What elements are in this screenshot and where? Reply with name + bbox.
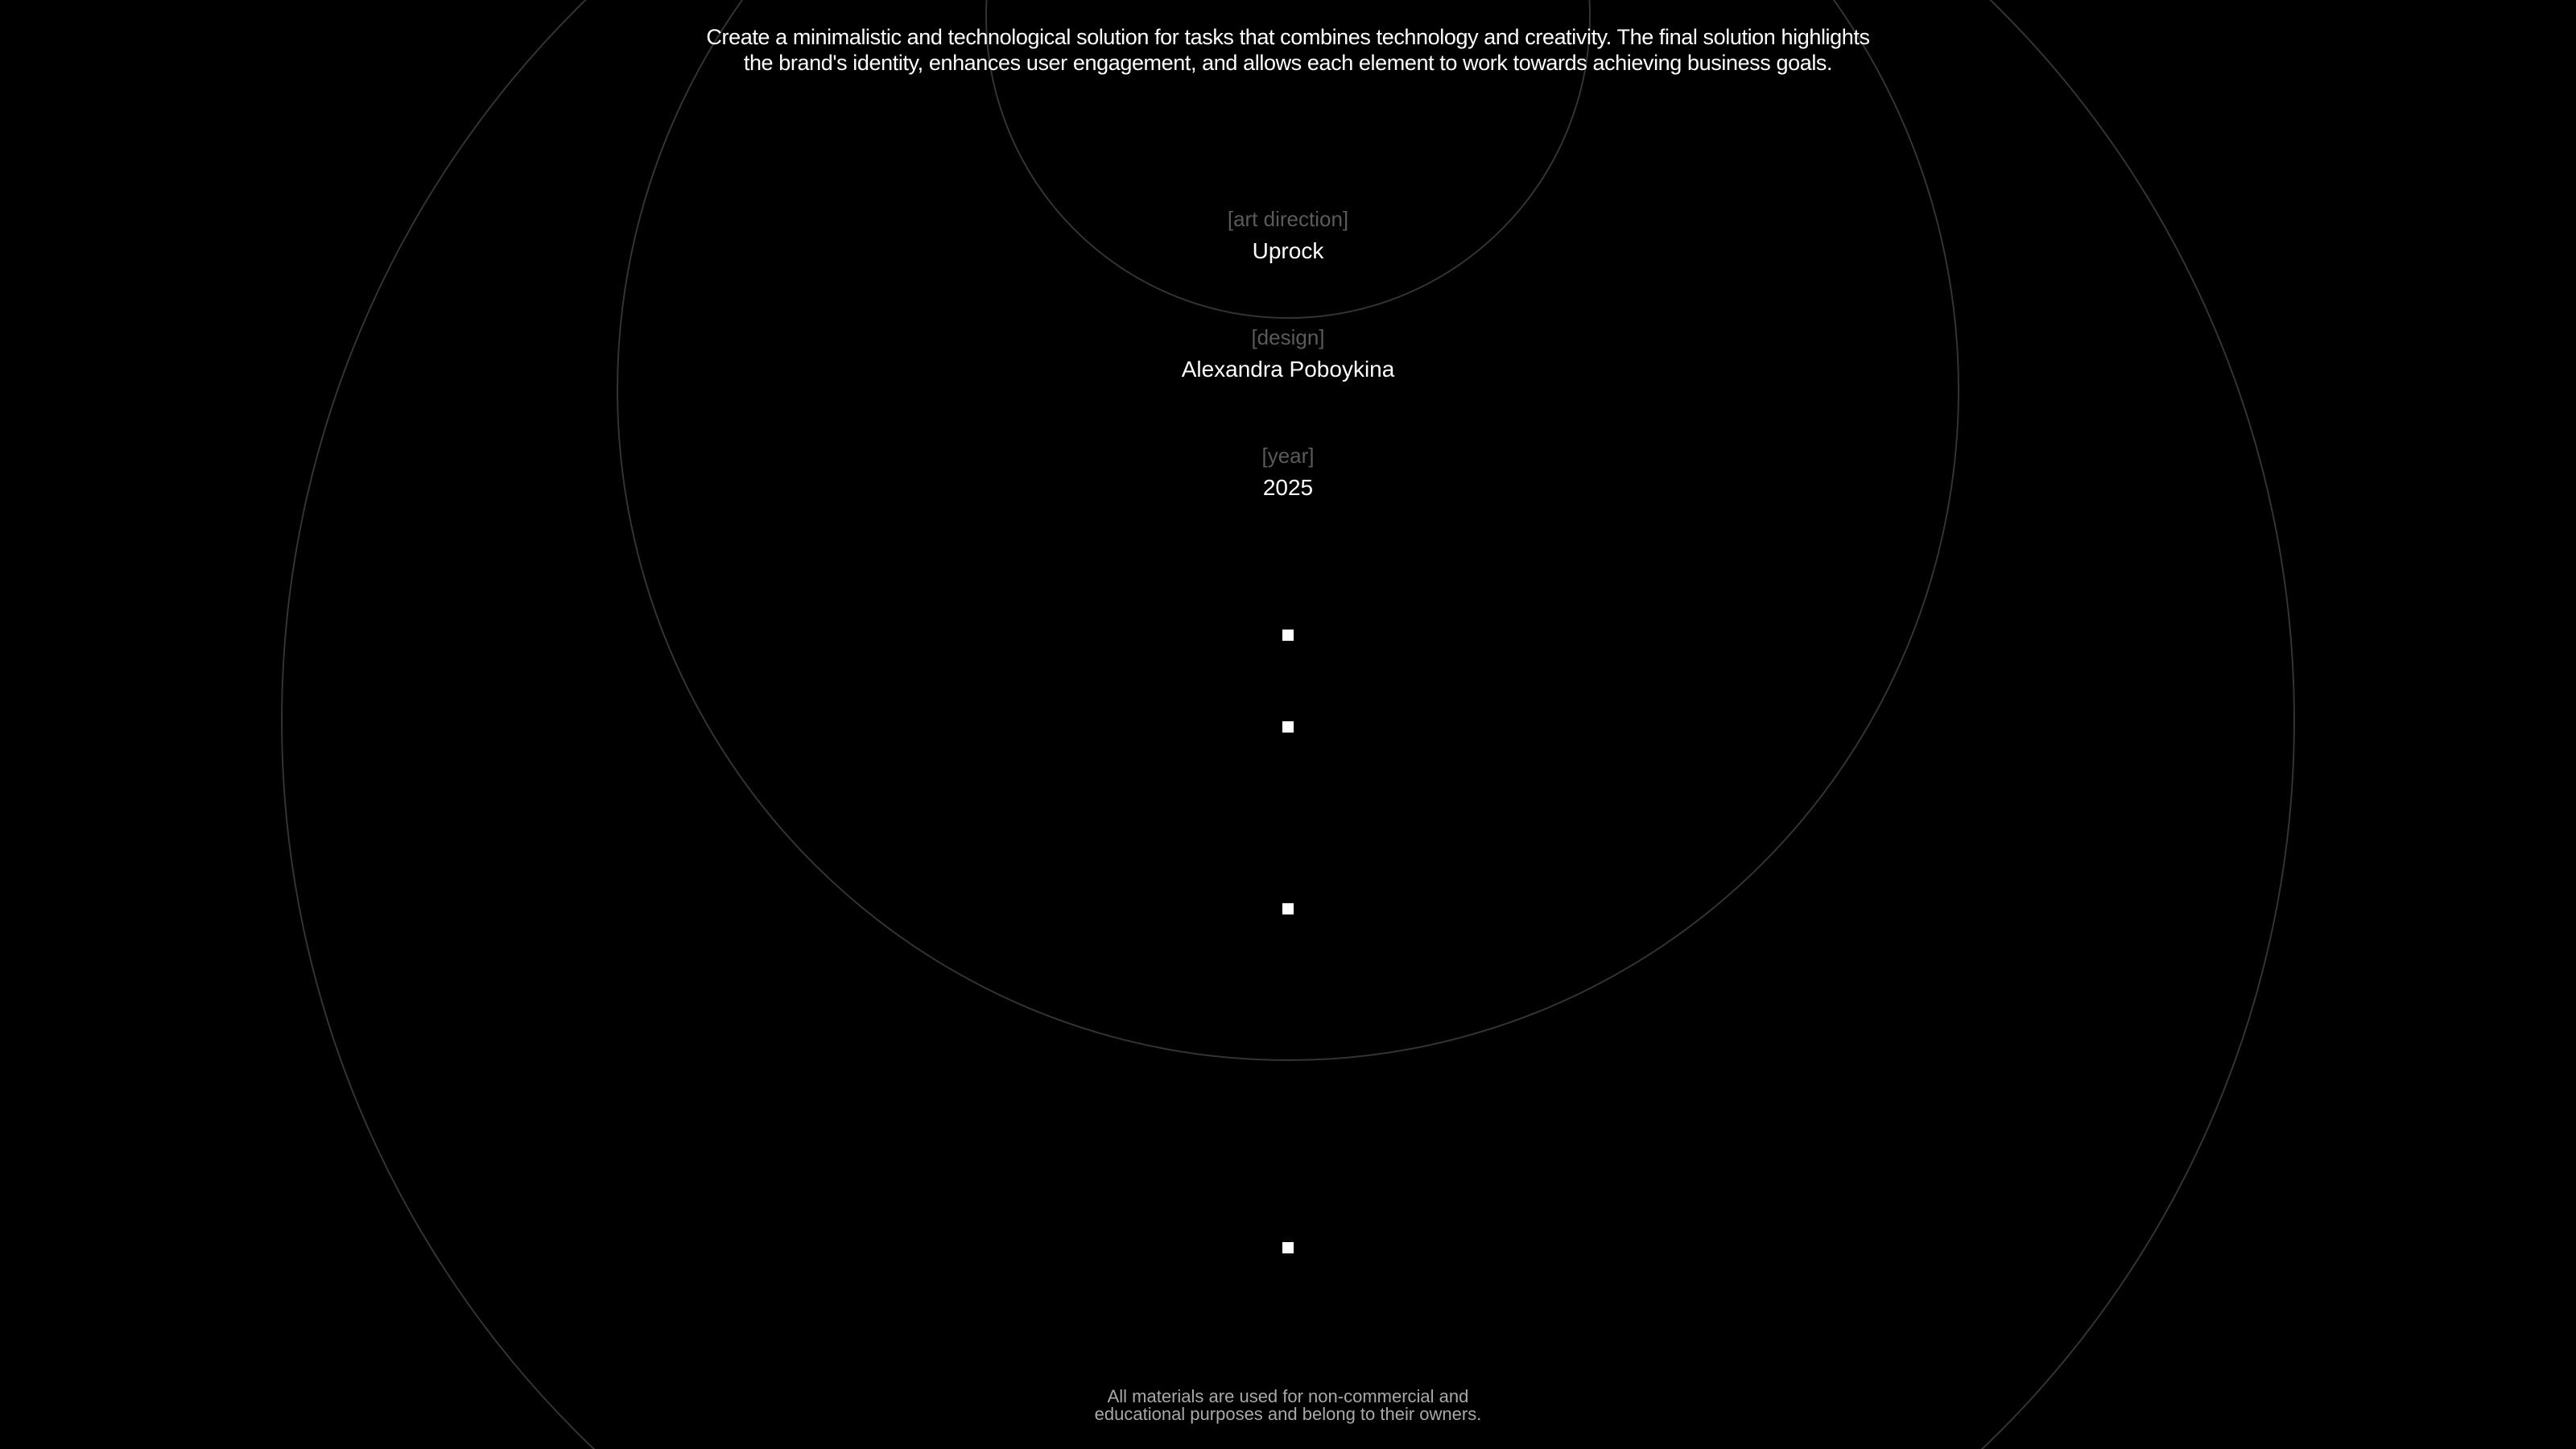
footer-line-1: All materials are used for non-commercial and	[1107, 1386, 1469, 1406]
footer-disclaimer	[1046, 1388, 1530, 1423]
year-value: 2025	[1262, 475, 1314, 500]
year-label: [year]	[1261, 444, 1315, 468]
design-value: Alexandra Poboykina	[1181, 357, 1395, 382]
credit-year	[1046, 444, 1530, 502]
description-line-1: Create a minimalistic and technological solution for tasks that combines technology and creativity. The final solution highlights	[706, 25, 1870, 49]
ring-medium	[617, 0, 1959, 1060]
design-label: [design]	[1251, 325, 1325, 349]
square-marker-3	[1282, 903, 1294, 914]
description-line-2: the brand's identity, enhances user engagement, and allows each element to work towards achieving business goals.	[743, 51, 1833, 75]
square-marker-1	[1282, 630, 1294, 641]
footer-line-2: educational purposes and belong to their owners.	[1094, 1404, 1482, 1424]
square-marker-4	[1282, 1242, 1294, 1253]
art-direction-label: [art direction]	[1227, 207, 1349, 231]
credit-art-direction	[1046, 207, 1530, 265]
credit-design	[1046, 325, 1530, 383]
project-description	[692, 24, 1884, 76]
art-direction-value: Uprock	[1252, 238, 1324, 263]
square-marker-2	[1282, 721, 1294, 733]
